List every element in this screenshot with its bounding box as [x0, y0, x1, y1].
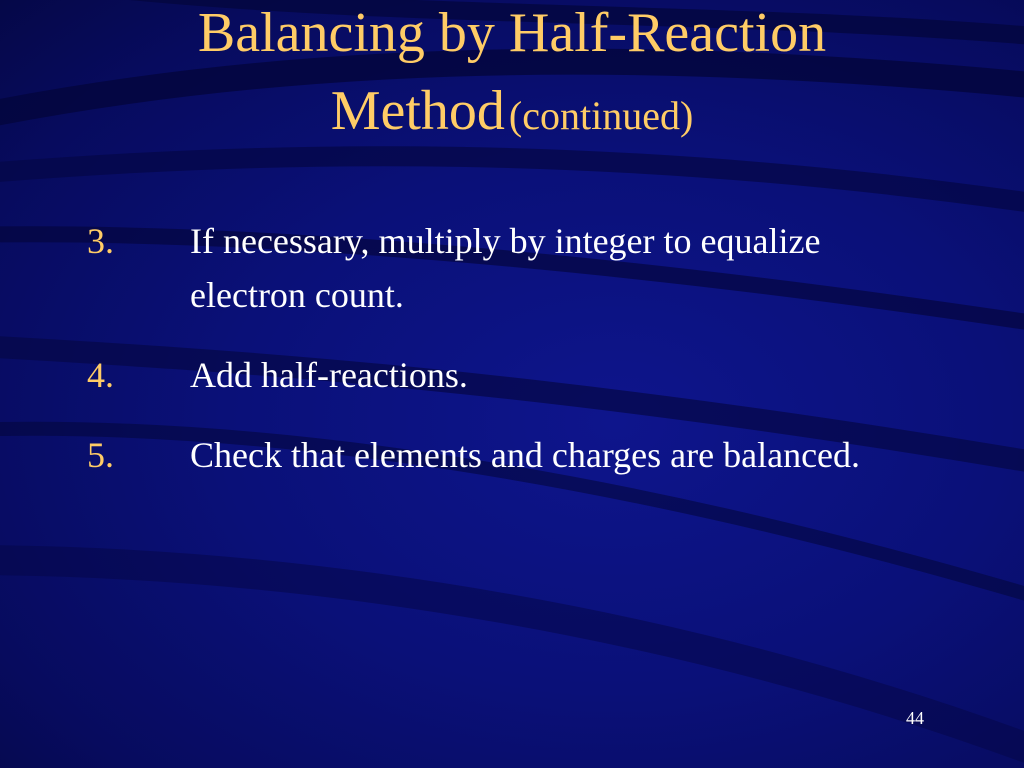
- slide-title-method: Method: [330, 80, 505, 142]
- list-item: [0, 428, 1024, 482]
- slide-title-line-1: Balancing by Half-Reaction: [197, 2, 827, 64]
- swoosh-band: [0, 156, 1024, 210]
- slide-title-continued: (continued): [508, 93, 694, 138]
- slide-title: [0, 0, 1024, 164]
- swoosh-band: [0, 560, 1024, 768]
- list-item-text: If necessary, multiply by integer to equalize electron count.: [190, 221, 821, 315]
- page-number: 44: [906, 708, 924, 728]
- list-item-number: 5.: [87, 435, 114, 475]
- slide-title-line-2: [0, 72, 1024, 164]
- numbered-list: [0, 214, 1024, 508]
- list-item: [0, 348, 1024, 402]
- list-item-number: 4.: [87, 355, 114, 395]
- list-item-text: Check that elements and charges are balanced.: [190, 435, 861, 475]
- list-item-text: Add half-reactions.: [190, 355, 468, 395]
- list-item-number: 3.: [87, 221, 114, 261]
- list-item: [0, 214, 1024, 322]
